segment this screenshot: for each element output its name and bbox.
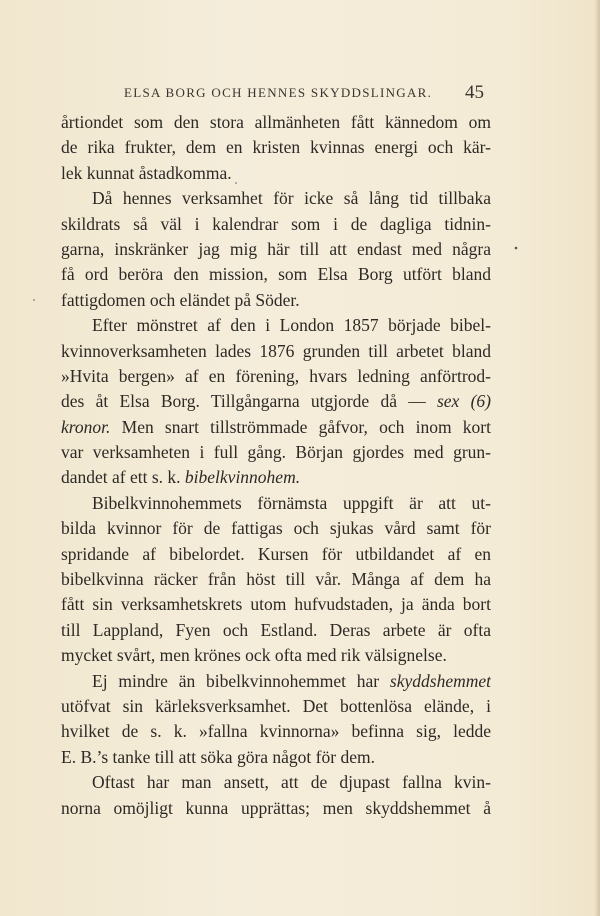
text-line: var verksamheten i full gång. Början gjordes med grun- [61,442,491,463]
text-line: fattigdomen och eländet på Söder. [61,289,300,310]
running-head: ELSA BORG OCH HENNES SKYDDSLINGAR. [124,85,433,100]
text-line: få ord beröra den mission, som Elsa Borg utfört bland [61,264,491,285]
text-line: Efter mönstret af den i London 1857 började bibel- [92,315,491,336]
text-line: skildrats så väl i kalendrar som i de dagliga tidnin- [61,213,491,234]
text-line: kvinnoverksamheten lades 1876 grunden till arbetet bland [61,340,491,361]
page-edge-shadow [594,0,600,916]
text-line: årtiondet som den stora allmänheten fått kännedom om [61,112,491,132]
text-line: »Hvita bergen» af en förening, hvars ledning anförtrod- [61,365,491,386]
text-line: de rika frukter, dem en kristen kvinnas energi och kär- [61,137,491,158]
text-line: dandet af ett s. k. bibelkvinnohem. [61,467,301,488]
italic-bibelkvinnohem: bibelkvinnohem. [184,467,301,488]
italic-kronor: kronor. [61,416,111,437]
speck [33,299,35,301]
body-text [61,110,491,821]
text-line: lek kunnat åstadkomma. [61,162,232,183]
text-line: Ej mindre än bibelkvinnohemmet har skyddshemmet [92,670,491,691]
speck [515,247,518,250]
text-line: kronor. Men snart tillströmmade gåfvor, och inom kort [61,416,491,437]
text-line: garna, inskränker jag mig här till att endast med några [61,238,491,259]
text-line: des åt Elsa Borg. Tillgångarna utgjorde då — sex (6) [61,391,491,412]
page-number: 45 [465,82,484,103]
text-line: hvilket de s. k. »fallna kvinnorna» befinna sig, ledde [61,721,491,742]
text-line: Bibelkvinnohemmets förnämsta uppgift är att ut- [92,492,491,513]
italic-amount: sex (6) [436,391,491,412]
text-line: fått sin verksamhetskrets utom hufvudstaden, ja ända bort [61,594,491,615]
text-line: spridande af bibelordet. Kursen för utbildandet af en [61,543,491,564]
page-header [124,82,484,102]
text-line: E. B.’s tanke till att söka göra något för dem. [61,746,375,767]
italic-skyddshemmet: skyddshemmet [389,670,491,691]
text-line: till Lappland, Fyen och Estland. Deras arbete är ofta [61,619,491,640]
text-line: Då hennes verksamhet för icke så lång tid tillbaka [92,188,491,209]
text-line: Oftast har man ansett, att de djupast fallna kvin- [92,772,491,793]
text-line: bilda kvinnor för de fattigas och sjukas vård samt för [61,518,491,539]
text-line: mycket svårt, men krönes ock ofta med rik välsignelse. [61,645,447,666]
text-line: utöfvat sin kärleksverksamhet. Det bottenlösa elände, i [61,695,491,716]
text-line: bibelkvinna räcker från höst till vår. Många af dem ha [61,569,491,590]
text-line: norna omöjligt kunna upprättas; men skyddshemmet å [61,797,491,818]
